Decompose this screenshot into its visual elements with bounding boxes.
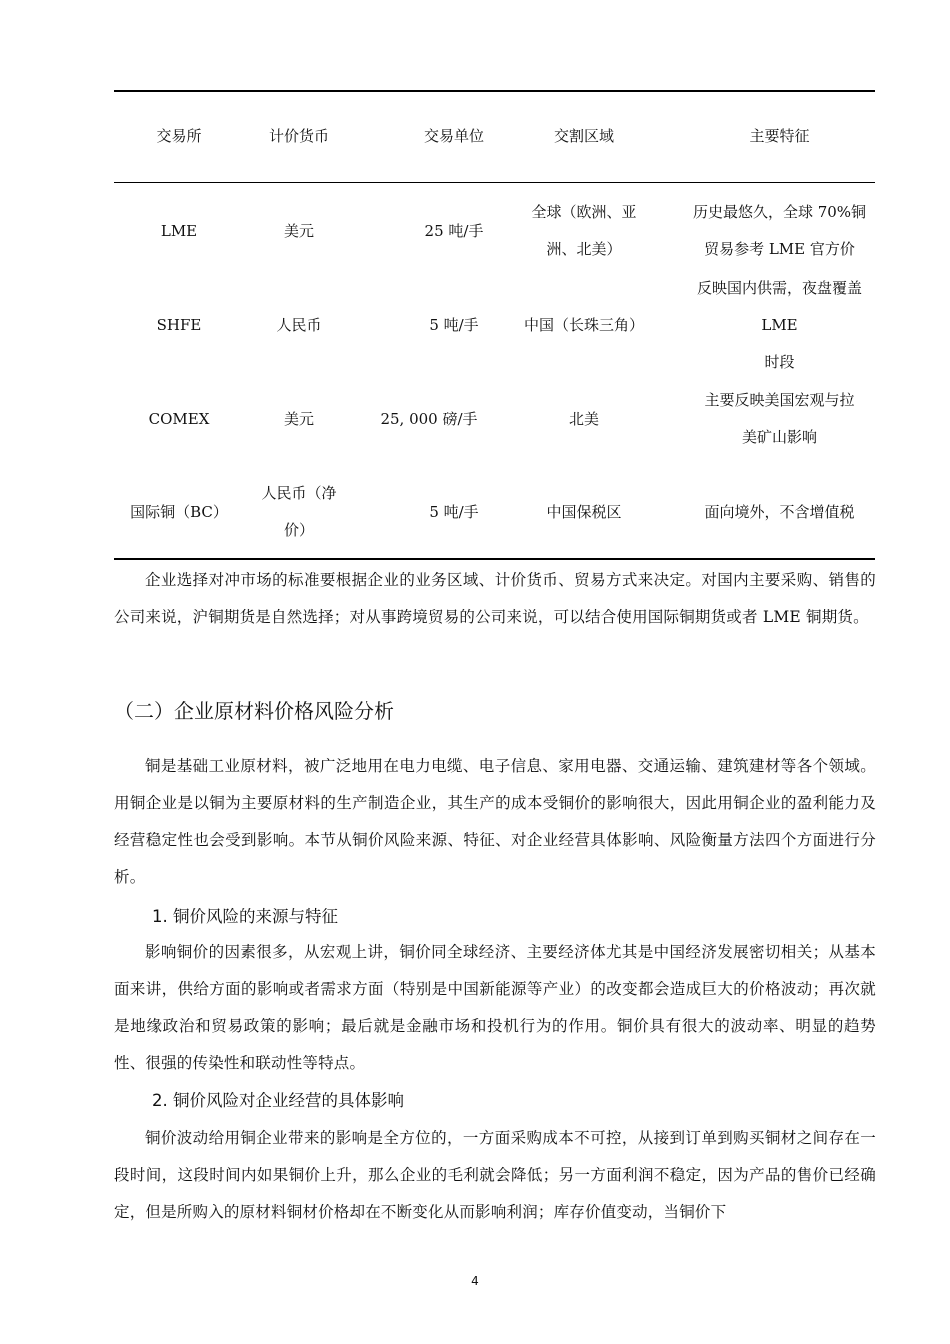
header-region: 交割区域 bbox=[553, 126, 614, 145]
header-exchange: 交易所 bbox=[156, 126, 202, 145]
table-row bbox=[114, 372, 875, 466]
cell-exchange: 国际铜（BC） bbox=[130, 502, 228, 521]
subsection-title-risk-impact: 2. 铜价风险对企业经营的具体影响 bbox=[152, 1091, 404, 1110]
cell-region: 北美 bbox=[568, 409, 599, 428]
cell-feature: 面向境外，不含增值税 bbox=[704, 502, 855, 521]
cell-currency: 美元 bbox=[283, 221, 314, 240]
cell-region: 中国（长珠三角） bbox=[523, 315, 644, 334]
table-header-rule bbox=[114, 182, 875, 183]
cell-feature: 反映国内供需，夜盘覆盖 LME 时段 bbox=[696, 278, 862, 371]
paragraph-copper-overview: 铜是基础工业原材料，被广泛地用在电力电缆、电子信息、家用电器、交通运输、建筑建材等各个领域。用铜企业是以铜为主要原材料的生产制造企业，其生产的成本受铜价的影响很大，因此用铜企业的盈利能力及经营稳定性也会受到影响。本节从铜价风险来源、特征、对企业经营具体影响、风险衡量方法四个方面进行分析。 bbox=[114, 757, 876, 886]
cell-region: 全球（欧洲、亚 洲、北美） bbox=[531, 203, 637, 258]
table-bottom-rule bbox=[114, 558, 875, 560]
table-row bbox=[114, 466, 875, 558]
paragraph-market-selection: 企业选择对冲市场的标准要根据企业的业务区域、计价货币、贸易方式来决定。对国内主要采购、销售的公司来说，沪铜期货是自然选择；对从事跨境贸易的公司来说，可以结合使用国际铜期货或者 LME 铜期货。 bbox=[114, 571, 876, 626]
cell-exchange: SHFE bbox=[156, 315, 202, 334]
header-unit: 交易单位 bbox=[423, 126, 484, 145]
cell-feature: 历史最悠久，全球 70%铜 贸易参考 LME 官方价 bbox=[692, 203, 867, 258]
cell-unit: 25 吨/手 bbox=[424, 221, 484, 240]
section-title: （二）企业原材料价格风险分析 bbox=[114, 699, 394, 723]
paragraph-risk-sources: 影响铜价的因素很多，从宏观上讲，铜价同全球经济、主要经济体尤其是中国经济发展密切相关；从基本面来讲，供给方面的影响或者需求方面（特别是中国新能源等产业）的改变都会造成巨大的价格波动；再次就是地缘政治和贸易政策的影响；最后就是金融市场和投机行为的作用。铜价具有很大的波动率、明显的趋势性、很强的传染性和联动性等特点。 bbox=[114, 943, 876, 1072]
paragraph-risk-impact: 铜价波动给用铜企业带来的影响是全方位的，一方面采购成本不可控，从接到订单到购买铜材之间存在一段时间，这段时间内如果铜价上升，那么企业的毛利就会降低；另一方面利润不稳定，因为产品的售价已经确定，但是所购入的原材料铜材价格却在不断变化从而影响利润；库存价值变动，当铜价下 bbox=[114, 1129, 876, 1221]
cell-exchange: LME bbox=[160, 221, 198, 240]
header-feature: 主要特征 bbox=[749, 126, 810, 145]
cell-feature: 主要反映美国宏观与拉 美矿山影响 bbox=[704, 391, 855, 446]
cell-currency: 美元 bbox=[283, 409, 314, 428]
header-currency: 计价货币 bbox=[268, 126, 329, 145]
cell-exchange: COMEX bbox=[148, 409, 210, 428]
cell-currency: 人民币 bbox=[276, 315, 322, 334]
cell-region: 中国保税区 bbox=[546, 502, 622, 521]
table-row bbox=[114, 184, 875, 278]
table-row bbox=[114, 278, 875, 372]
cell-unit: 5 吨/手 bbox=[429, 502, 479, 521]
cell-unit: 5 吨/手 bbox=[429, 315, 479, 334]
subsection-title-risk-sources: 1. 铜价风险的来源与特征 bbox=[152, 907, 338, 926]
cell-currency: 人民币（净 价） bbox=[261, 484, 337, 539]
cell-unit: 25, 000 磅/手 bbox=[380, 409, 478, 428]
table-header-row bbox=[114, 90, 875, 182]
page-number: 4 bbox=[471, 1274, 479, 1288]
